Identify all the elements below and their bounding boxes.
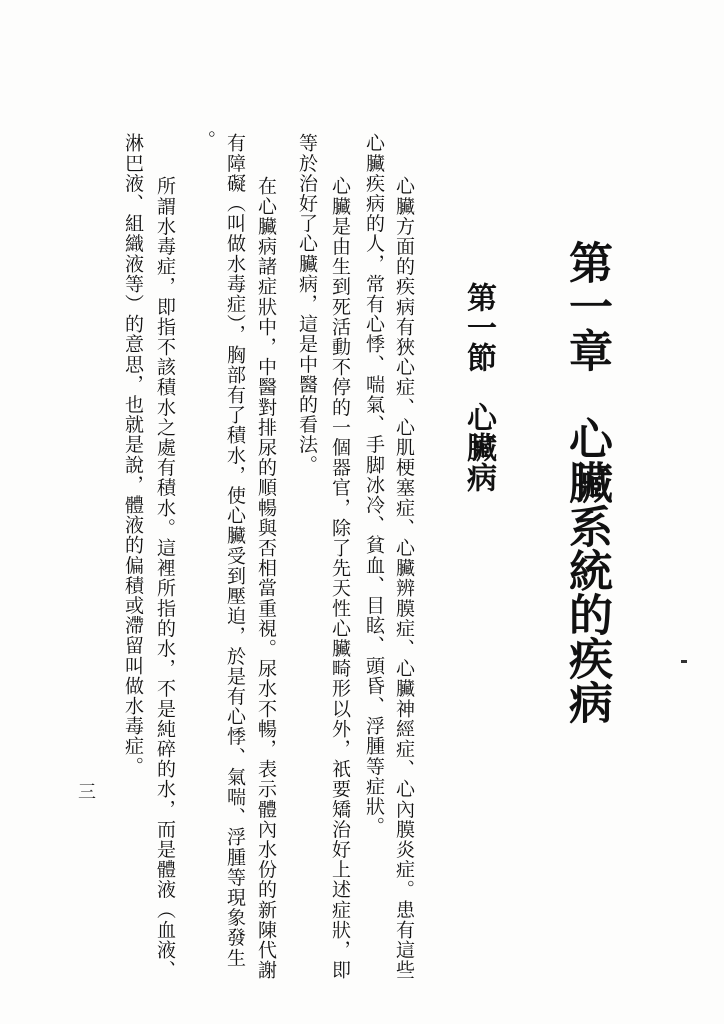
text-column: 心臟是由生到死活動不停的一個器官，除了先天性心臟畸形以外，祇要矯治好上述症狀，即 xyxy=(329,176,351,980)
text-column: 在心臟病諸症狀中，中醫對排尿的順暢與否相當重視。尿水不暢，表示體內水份的新陳代謝 xyxy=(255,176,277,980)
text-column: 所謂水毒症，即指不該積水之處有積水。這裡所指的水，不是純碎的水，而是體液（血液、 xyxy=(154,176,176,980)
text-column: 心臟方面的疾病有狹心症、心肌梗塞症、心臟辨膜症、心臟神經症、心內膜炎症。患有這些 xyxy=(393,176,415,980)
text-column: 等於治好了心臟病，這是中醫的看法。 xyxy=(296,133,318,475)
text-column: 心臟疾病的人，常有心悸、喘氣、手脚冰冷、貧血、目眩、頭昏、浮腫等症狀。 xyxy=(363,133,385,837)
scan-mark xyxy=(681,660,687,663)
text-column: 。 xyxy=(194,130,216,151)
chapter-title: 第一章 心臟系統的疾病 xyxy=(561,240,612,724)
section-title: 第一節 心臟病 xyxy=(461,282,496,492)
text-column: 淋巴液、組織液等）的意思，也就是說，體液的偏積或滯留叫做水毒症。 xyxy=(122,133,144,777)
page-number: 三 xyxy=(78,782,96,803)
text-column: 有障礙（叫做水毒症），胸部有了積水，使心臟受到壓迫，於是有心悸、氣喘、浮腫等現象發生 xyxy=(224,133,246,968)
